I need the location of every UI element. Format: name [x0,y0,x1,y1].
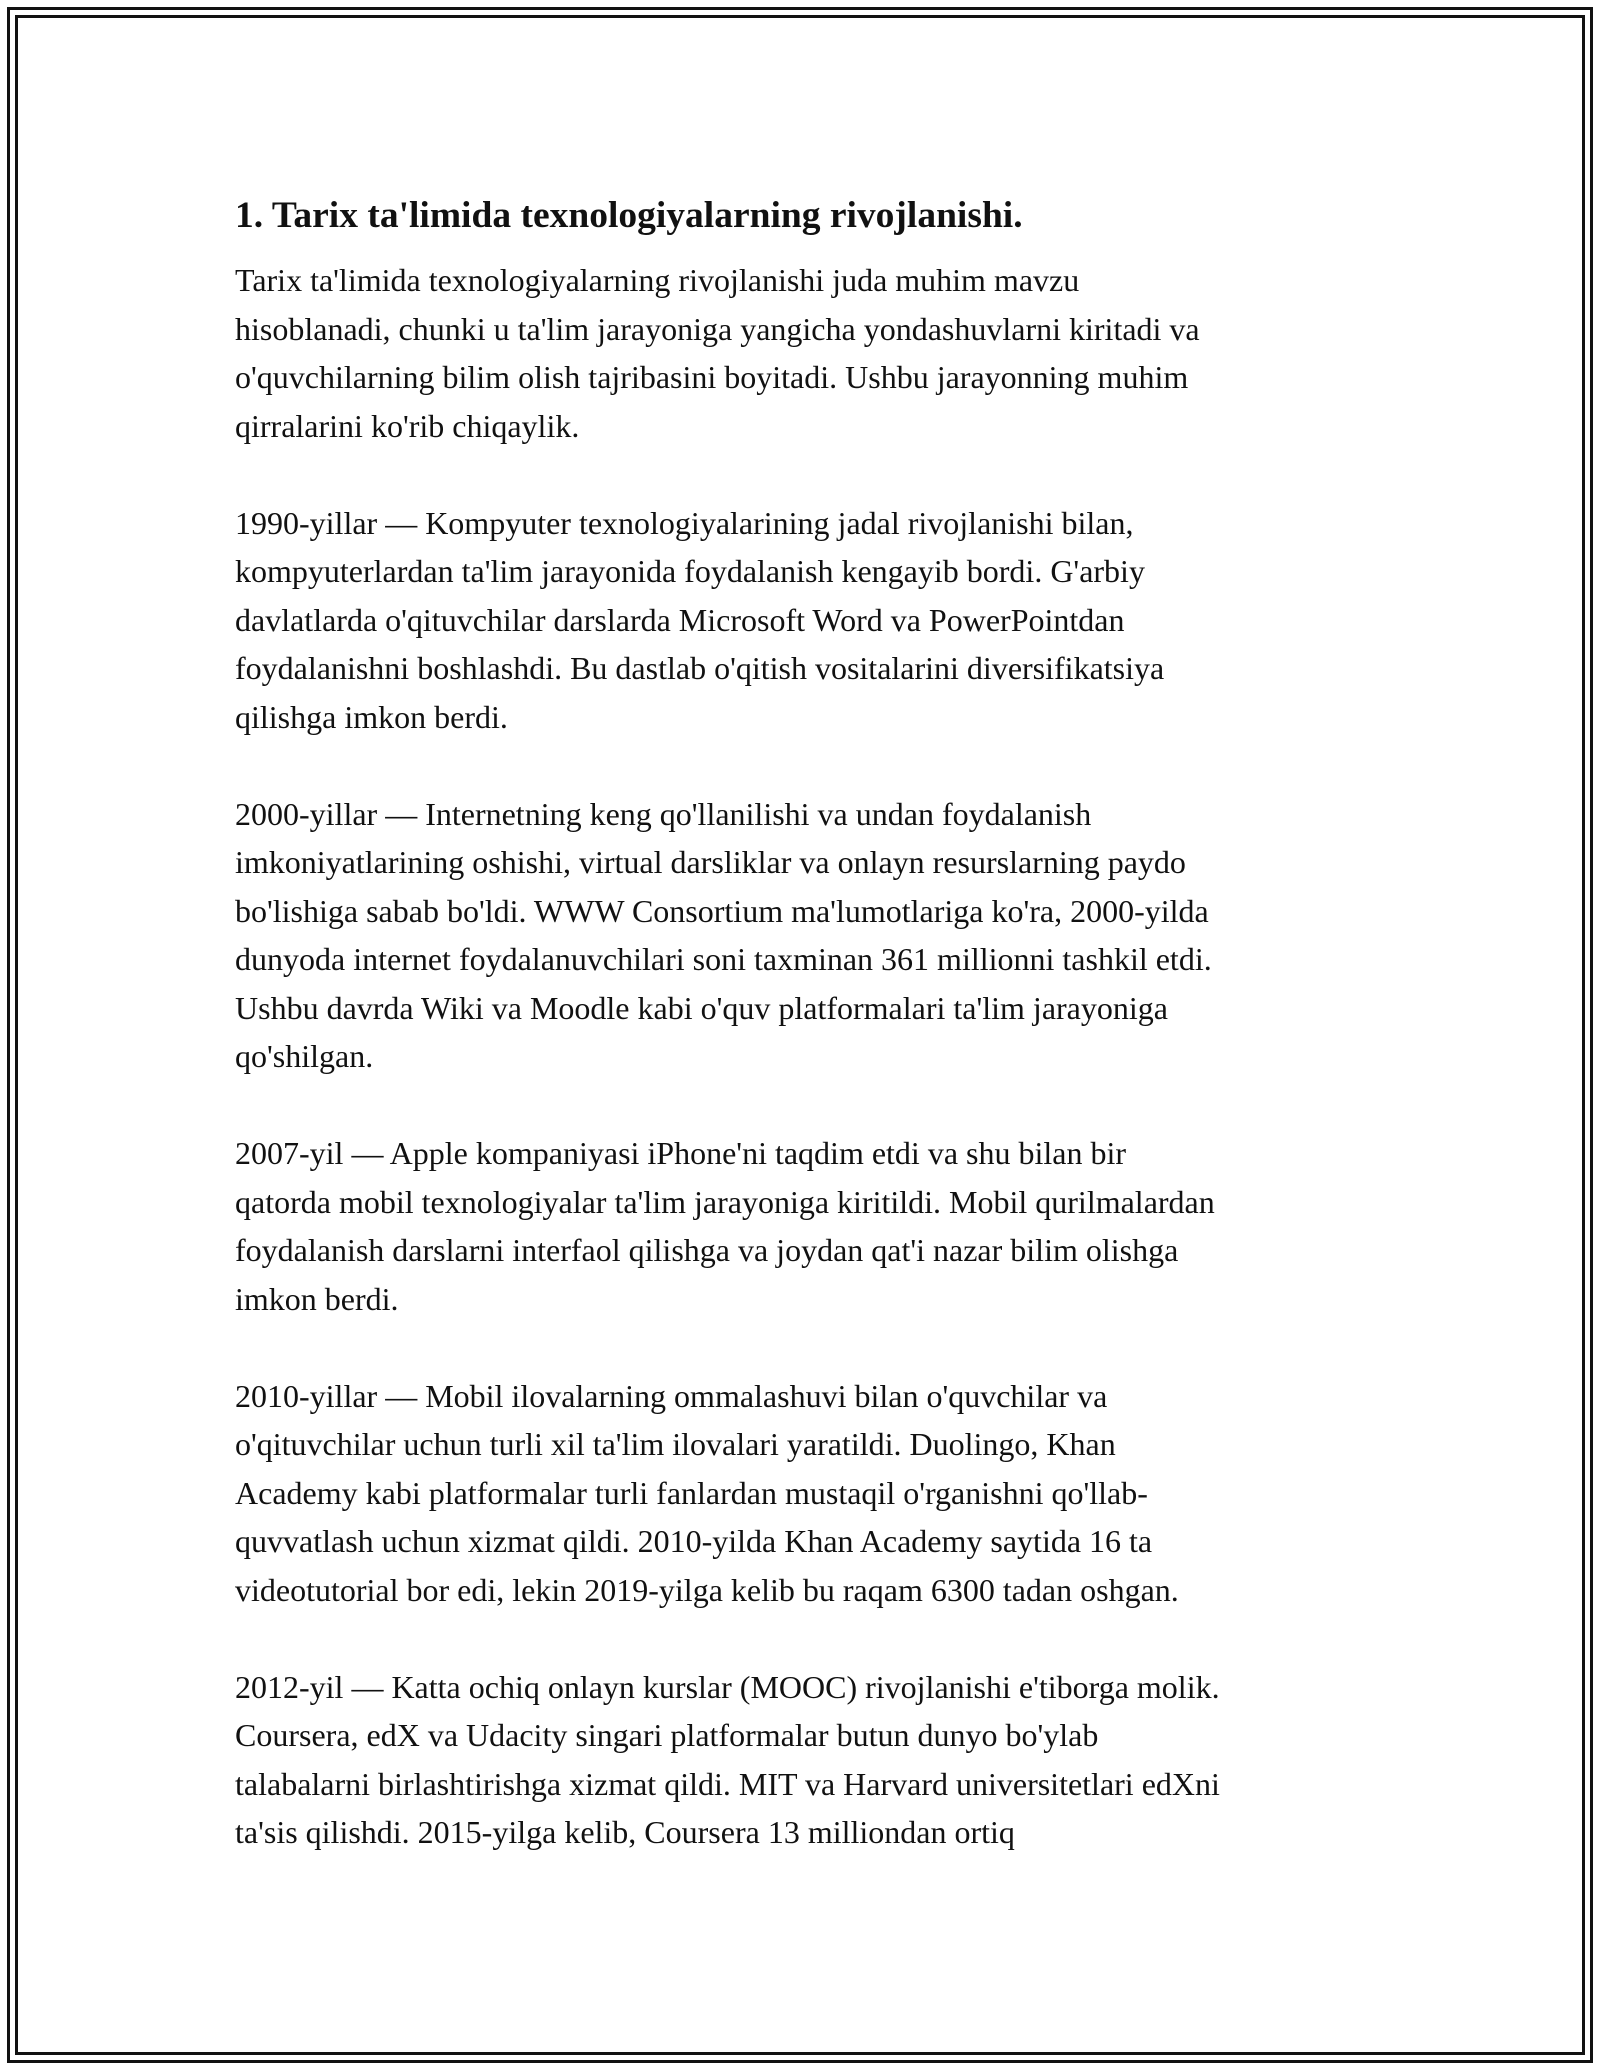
paragraph-line: hisoblanadi, chunki u ta'lim jarayoniga yangicha yondashuvlarni kiritadi va [235,310,1200,347]
paragraph-line: imkoniyatlarining oshishi, virtual darsliklar va onlayn resurslarning paydo [235,844,1186,880]
paragraph-list [235,256,1375,1857]
document-body [235,188,1375,1905]
body-paragraph [235,790,1375,1081]
body-paragraph [235,1372,1375,1615]
paragraph-line: Tarix ta'limida texnologiyalarning rivojlanishi juda muhim mavzu [235,262,1080,298]
paragraph-line: davlatlarda o'qituvchilar darslarda Microsoft Word va PowerPointdan [235,601,1125,638]
paragraph-line: quvvatlash uchun xizmat qildi. 2010-yilda Khan Academy saytida 16 ta [235,1523,1153,1559]
body-paragraph [235,1129,1375,1323]
paragraph-line: qatorda mobil texnologiyalar ta'lim jarayoniga kiritildi. Mobil qurilmalardan [235,1183,1215,1220]
paragraph-line: dunyoda internet foydalanuvchilari soni taxminan 361 millionni tashkil etdi. [235,941,1212,977]
paragraph-line: 2007-yil — Apple kompaniyasi iPhone'ni taqdim etdi va shu bilan bir [235,1135,1126,1171]
paragraph-line: 2010-yillar — Mobil ilovalarning ommalashuvi bilan o'quvchilar va [235,1377,1108,1414]
paragraph-line: videotutorial bor edi, lekin 2019-yilga kelib bu raqam 6300 tadan oshgan. [235,1571,1179,1608]
paragraph-line: o'qituvchilar uchun turli xil ta'lim ilovalari yaratildi. Duolingo, Khan [235,1426,1116,1462]
paragraph-line: foydalanishni boshlashdi. Bu dastlab o'qitish vositalarini diversifikatsiya [235,650,1165,686]
paragraph-line: kompyuterlardan ta'lim jarayonida foydalanish kengayib bordi. G'arbiy [235,553,1145,589]
paragraph-line: 1990-yillar — Kompyuter texnologiyalarining jadal rivojlanishi bilan, [235,504,1134,541]
section-heading: 1. Tarix ta'limida texnologiyalarning rivojlanishi. [235,195,1023,236]
paragraph-line: imkon berdi. [235,1280,399,1317]
body-paragraph [235,256,1375,450]
paragraph-line: qirralarini ko'rib chiqaylik. [235,407,580,444]
paragraph-line: Coursera, edX va Udacity singari platformalar butun dunyo bo'ylab [235,1717,1099,1753]
paragraph-line: qilishga imkon berdi. [235,698,508,735]
paragraph-line: qo'shilgan. [235,1038,374,1074]
paragraph-line: talabalarni birlashtirishga xizmat qildi. MIT va Harvard universitetlari edXni [235,1765,1220,1802]
body-paragraph [235,1663,1375,1857]
paragraph-line: 2000-yillar — Internetning keng qo'llanilishi va undan foydalanish [235,795,1092,832]
paragraph-line: foydalanish darslarni interfaol qilishga va joydan qat'i nazar bilim olishga [235,1232,1179,1268]
paragraph-line: Academy kabi platformalar turli fanlardan mustaqil o'rganishni qo'llab- [235,1474,1148,1511]
paragraph-line: bo'lishiga sabab bo'ldi. WWW Consortium ma'lumotlariga ko'ra, 2000-yilda [235,892,1209,929]
paragraph-line: Ushbu davrda Wiki va Moodle kabi o'quv platformalari ta'lim jarayoniga [235,989,1168,1026]
paragraph-line: 2012-yil — Katta ochiq onlayn kurslar (MOOC) rivojlanishi e'tiborga molik. [235,1668,1220,1705]
paragraph-line: ta'sis qilishdi. 2015-yilga kelib, Coursera 13 milliondan ortiq [235,1814,1015,1850]
paragraph-line: o'quvchilarning bilim olish tajribasini boyitadi. Ushbu jarayonning muhim [235,359,1189,395]
body-paragraph [235,499,1375,742]
